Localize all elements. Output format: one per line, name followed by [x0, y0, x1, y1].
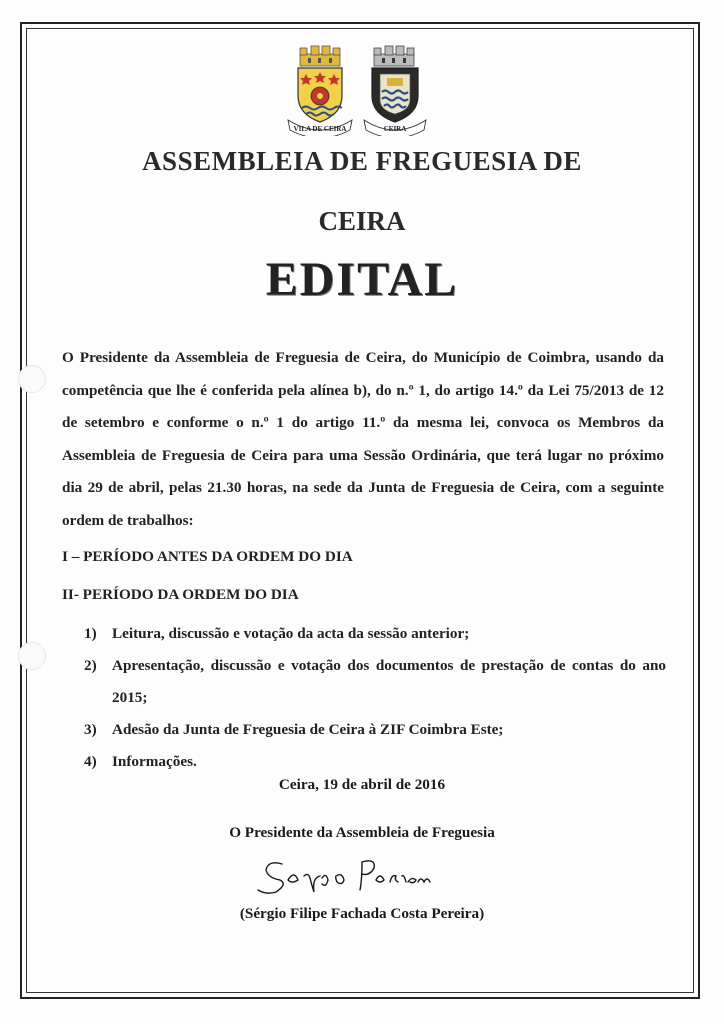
signer-title: O Presidente da Assembleia de Freguesia — [229, 824, 495, 841]
section-agenda: II- PERÍODO DA ORDEM DO DIA — [62, 586, 299, 603]
agenda-item — [84, 746, 666, 778]
place-and-date: Ceira, 19 de abril de 2016 — [278, 776, 446, 793]
agenda-item-number: 4) — [84, 753, 97, 770]
agenda-item-number: 2) — [84, 657, 97, 674]
parish-heading: CEIRA — [318, 206, 406, 236]
agenda-item-text: Apresentação, discussão e votação dos documentos de prestação de contas do ano 2015; — [112, 657, 666, 706]
agenda-item — [84, 618, 666, 650]
section-before-agenda: I – PERÍODO ANTES DA ORDEM DO DIA — [62, 548, 353, 565]
left-crest-banner: VILA DE CEIRA — [293, 125, 347, 133]
agenda-list — [84, 618, 666, 778]
document-title: EDITAL — [265, 253, 459, 306]
signer-full-name: (Sérgio Filipe Fachada Costa Pereira) — [239, 905, 485, 922]
punch-hole-mark — [18, 365, 46, 393]
agenda-item-text: Leitura, discussão e votação da acta da sessão anterior; — [112, 625, 470, 642]
agenda-item — [84, 650, 666, 714]
handwritten-signature — [252, 852, 462, 900]
agenda-item-text: Adesão da Junta de Freguesia de Ceira à ZIF Coimbra Este; — [112, 721, 504, 738]
assembly-heading: ASSEMBLEIA DE FREGUESIA DE — [142, 146, 582, 176]
punch-hole-mark — [18, 642, 46, 670]
agenda-item-number: 1) — [84, 625, 97, 642]
agenda-item — [84, 714, 666, 746]
agenda-item-text: Informações. — [112, 753, 197, 770]
ceira-crest-icon — [360, 44, 430, 136]
coats-of-arms — [284, 44, 434, 136]
agenda-item-number: 3) — [84, 721, 97, 738]
vila-de-ceira-crest-icon — [284, 44, 356, 136]
right-crest-banner: CEIRA — [383, 125, 407, 133]
notice-paragraph: O Presidente da Assembleia de Freguesia de Ceira, do Município de Coimbra, usando da competência que lhe é conferida pela alínea b), do n.º 1, do artigo 14.º da Lei 75/2013 de 12 de setembro e conforme o n.º 1 do artigo 11.º da mesma lei, convoca os Membros da Assembleia de Freguesia de Ceira para uma Sessão Ordinária, que terá lugar no próximo dia 29 de abril, pelas 21.30 horas, na sede da Junta de Freguesia de Ceira, com a seguinte ordem de trabalhos: — [62, 349, 664, 529]
